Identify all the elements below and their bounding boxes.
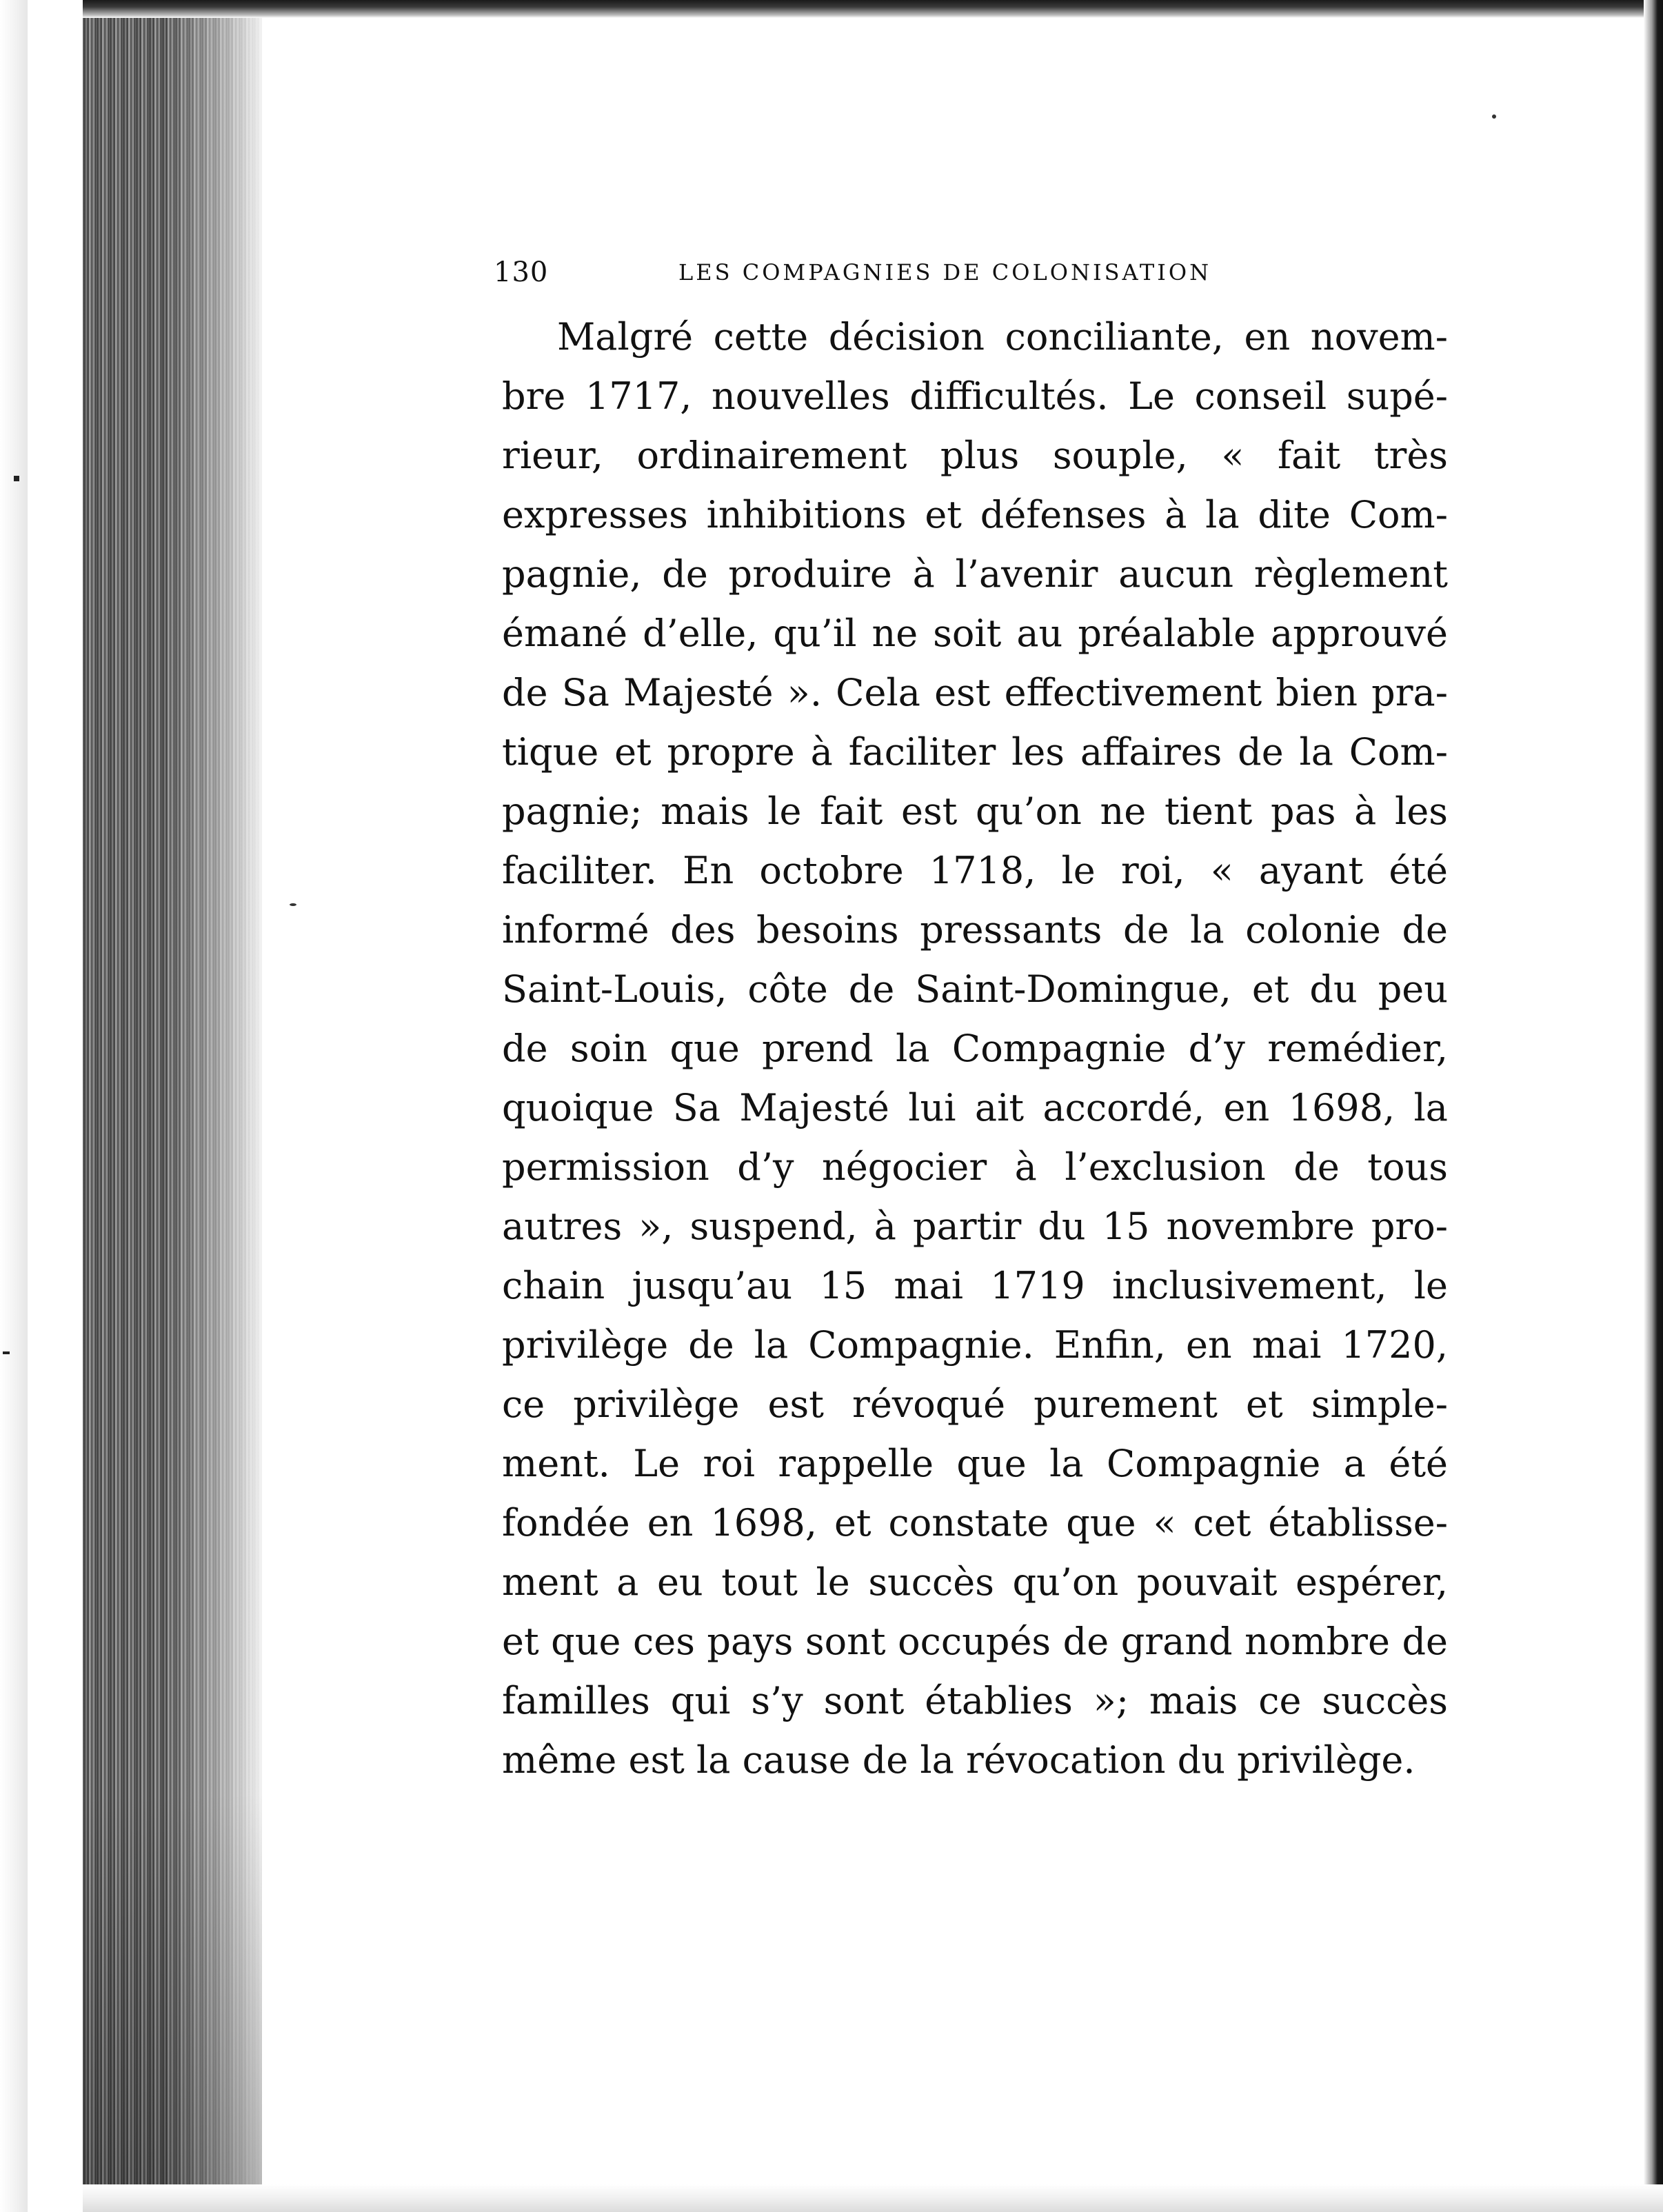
page-header xyxy=(494,257,1280,298)
scan-mark xyxy=(3,1351,10,1354)
book-page-edges-shadow xyxy=(83,1793,262,2212)
scanner-edge xyxy=(0,0,28,2212)
text-line: expresses inhibitions et défenses à la dite Com- xyxy=(502,493,1448,536)
text-line: de soin que prend la Compagnie d’y remédier, xyxy=(502,1027,1448,1070)
text-line: ce privilège est révoqué purement et simple- xyxy=(502,1382,1448,1426)
text-line: Saint-Louis, côte de Saint-Domingue, et du peu xyxy=(502,967,1448,1011)
text-line: chain jusqu’au 15 mai 1719 inclusivement, le xyxy=(502,1264,1448,1307)
bottom-scan-border xyxy=(83,2184,1663,2212)
text-line: émané d’elle, qu’il ne soit au préalable approuvé xyxy=(502,612,1448,655)
text-line: quoique Sa Majesté lui ait accordé, en 1698, la xyxy=(502,1086,1448,1129)
scan-mark xyxy=(14,476,19,481)
text-line: pagnie; mais le fait est qu’on ne tient pas à les xyxy=(502,790,1448,833)
text-line: autres », suspend, à partir du 15 novembre pro- xyxy=(502,1205,1448,1248)
text-line: de Sa Majesté ». Cela est effectivement bien pra- xyxy=(502,671,1448,714)
page-speck xyxy=(1492,114,1496,119)
text-line: permission d’y négocier à l’exclusion de tous xyxy=(502,1145,1448,1189)
text-line: faciliter. En octobre 1718, le roi, « ayant été xyxy=(502,849,1448,892)
page-speck xyxy=(290,903,296,906)
page-number: 130 xyxy=(494,257,549,288)
text-line: informé des besoins pressants de la colonie de xyxy=(502,908,1448,952)
text-line: tique et propre à faciliter les affaires de la Com- xyxy=(502,730,1448,774)
text-line: ment a eu tout le succès qu’on pouvait espérer, xyxy=(502,1560,1448,1604)
text-line: bre 1717, nouvelles difficultés. Le conseil supé- xyxy=(502,374,1448,418)
text-line: privilège de la Compagnie. Enfin, en mai 1720, xyxy=(502,1323,1448,1367)
text-line: Malgré cette décision conciliante, en novem- xyxy=(557,315,1448,359)
body-paragraph xyxy=(502,308,1448,1790)
text-line: fondée en 1698, et constate que « cet établisse- xyxy=(502,1501,1448,1545)
text-line: rieur, ordinairement plus souple, « fait très xyxy=(502,434,1448,477)
text-line: et que ces pays sont occupés de grand nombre de xyxy=(502,1620,1448,1663)
text-line: pagnie, de produire à l’avenir aucun règlement xyxy=(502,552,1448,596)
right-scan-border xyxy=(1644,0,1663,2212)
top-scan-border xyxy=(83,0,1663,18)
text-line: familles qui s’y sont établies »; mais ce succès xyxy=(502,1679,1448,1722)
running-head: LES COMPAGNIES DE COLONISATION xyxy=(678,259,1212,285)
text-line: ment. Le roi rappelle que la Compagnie a été xyxy=(502,1442,1448,1485)
text-line: même est la cause de la révocation du privilège. xyxy=(502,1738,1415,1782)
